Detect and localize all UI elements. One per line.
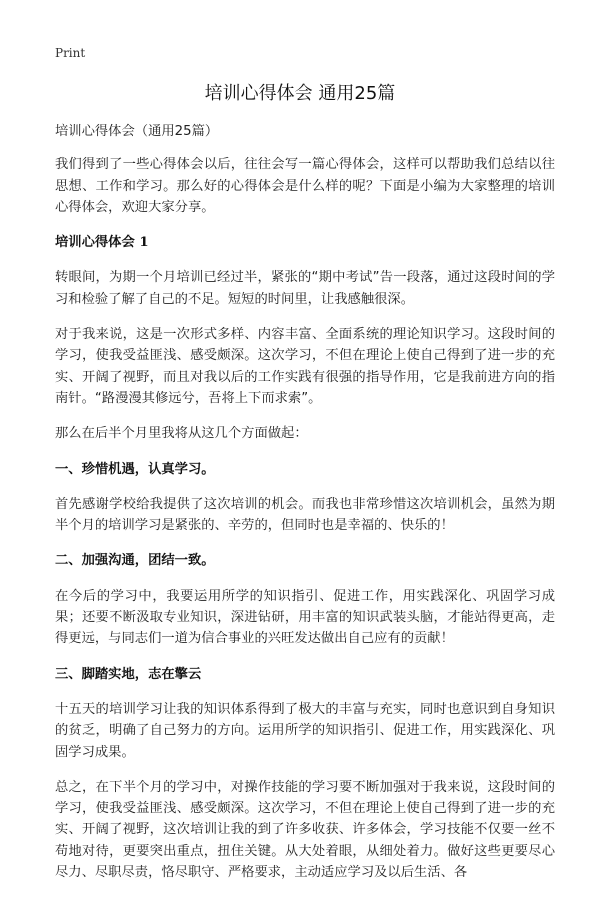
document-body <box>55 121 555 897</box>
print-link[interactable]: Print <box>55 46 86 60</box>
intro-paragraph: 我们得到了一些心得体会以后，往往会写一篇心得体会，这样可以帮助我们总结以往思想、工作和学习。那么好的心得体会是什么样的呢？下面是小编为大家整理的培训心得体会，欢迎大家分享。 <box>55 157 555 215</box>
paragraph-1: 转眼间，为期一个月培训已经过半，紧张的“期中考试”告一段落，通过这段时间的学习和检验了解了自己的不足。短短的时间里，让我感触很深。 <box>55 270 555 307</box>
paragraph-6: 十五天的培训学习让我的知识体系得到了极大的丰富与充实，同时也意识到自身知识的贫乏，明确了自己努力的方向。运用所学的知识指引、促进工作，用实践深化、巩固学习成果。 <box>55 701 555 760</box>
paragraph-3: 那么在后半个月里我将从这几个方面做起： <box>55 426 308 442</box>
paragraph-7: 总之，在下半个月的学习中，对操作技能的学习要不断加强对于我来说，这段时间的 学习，使我受益匪浅、感受颇深。这次学习，不但在理论上使自己得到了进一步的充实、开阔了视野，这次培训让我的到了许多收获、许多体会，学习技能不仅要一丝不苟地对待，更要突出重点，扭住关键。从大处着眼，从细处着力。做好这些更要尽心尽力、尽职尽责，恪尽职守、严格要求，主动适应学习及以后生活、各 <box>55 779 555 881</box>
heading-communication: 二、加强沟通，团结一致。 <box>55 553 215 569</box>
page-title: 培训心得体会 通用25篇 <box>204 83 396 104</box>
heading-cherish-opportunity: 一、珍惜机遇，认真学习。 <box>55 461 215 477</box>
paragraph-4: 首先感谢学校给我提供了这次培训的机会。而我也非常珍惜这次培训机会，虽然为期半个月的培训学习是紧张的、辛劳的，但同时也是幸福的、快乐的！ <box>55 496 555 534</box>
heading-down-to-earth: 三、脚踏实地，志在擎云 <box>55 666 202 682</box>
paragraph-2: 对于我来说，这是一次形式多样、内容丰富、全面系统的理论知识学习。这段时间的学习，使我受益匪浅、感受颇深。这次学习，不但在理论上使自己得到了进一步的充实、开阔了视野，而且对我以后的工作实践有很强的指导作用，它是我前进方向的指南针。“路漫漫其修远兮，吾将上下而求索”。 <box>55 327 555 406</box>
section-heading-1: 培训心得体会 1 <box>55 235 149 251</box>
document-subtitle: 培训心得体会（通用25篇） <box>55 124 219 139</box>
paragraph-5: 在今后的学习中，我要运用所学的知识指引、促进工作，用实践深化、巩固学习成果；还要不断汲取专业知识，深进钻研，用丰富的知识武装头脑，才能站得更高，走得更远，与同志们一道为信合事业的兴旺发达做出自己应有的贡献！ <box>55 588 555 647</box>
